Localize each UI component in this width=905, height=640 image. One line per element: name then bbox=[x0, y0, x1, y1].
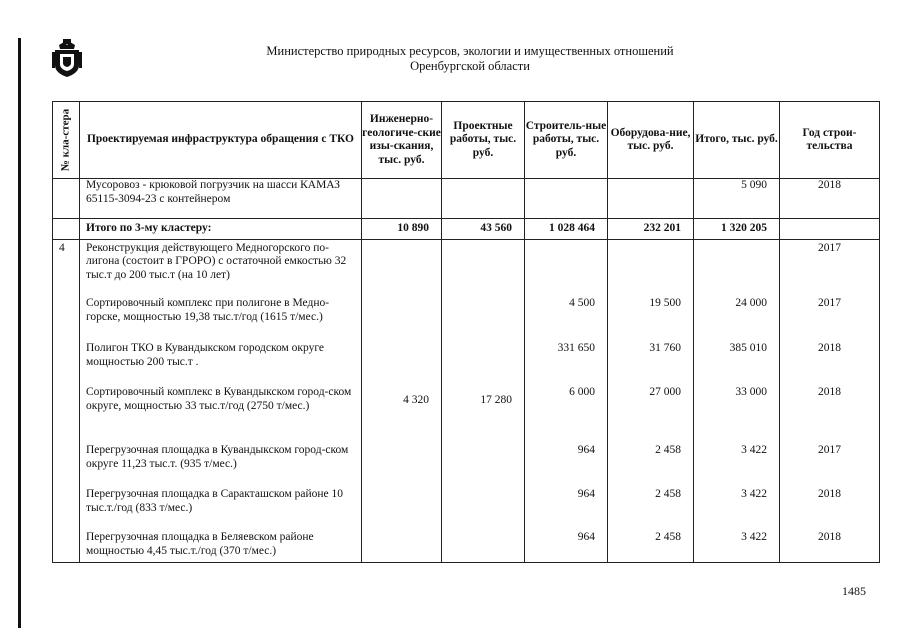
binding-line bbox=[18, 38, 21, 628]
row-construction: 964 bbox=[525, 531, 608, 562]
ministry-name: Министерство природных ресурсов, экологии и имущественных отношений bbox=[266, 44, 674, 58]
row-year: 2018 bbox=[780, 179, 880, 212]
cluster4-engineering: 4 320 bbox=[362, 239, 442, 562]
row-name: Перегрузочная площадка в Кувандыкском город-ском округе 11,23 тыс.т. (935 т/мес.) bbox=[80, 444, 362, 488]
row-total: 5 090 bbox=[694, 179, 780, 212]
cluster-total-label: Итого по 3-му кластеру: bbox=[80, 218, 362, 239]
row-construction: 331 650 bbox=[525, 342, 608, 386]
cluster-total-row bbox=[53, 218, 880, 239]
cluster-number: 4 bbox=[53, 239, 80, 562]
row-total: 33 000 bbox=[694, 386, 780, 444]
column-header-total: Итого, тыс. руб. bbox=[694, 102, 780, 179]
row-name: Сортировочный комплекс в Кувандыкском город-ском округе, мощностью 33 тыс.т/год (2750 т/мес.) bbox=[80, 386, 362, 444]
document-header bbox=[200, 44, 740, 74]
column-header-design: Проектные работы, тыс. руб. bbox=[442, 102, 525, 179]
row-name: Сортировочный комплекс при полигоне в Медно-горске, мощностью 19,38 тыс.т/год (1615 т/мес.) bbox=[80, 297, 362, 342]
total-design: 43 560 bbox=[442, 218, 525, 239]
row-equipment: 2 458 bbox=[608, 444, 694, 488]
row-equipment bbox=[608, 239, 694, 297]
row-equipment: 19 500 bbox=[608, 297, 694, 342]
row-construction: 964 bbox=[525, 444, 608, 488]
row-total bbox=[694, 239, 780, 297]
row-year: 2018 bbox=[780, 488, 880, 531]
table-row bbox=[53, 239, 880, 297]
row-year: 2018 bbox=[780, 531, 880, 562]
row-construction: 4 500 bbox=[525, 297, 608, 342]
column-header-cluster: № кла-стера bbox=[53, 102, 80, 179]
row-name: Мусоровоз - крюковой погрузчик на шасси КАМАЗ 65115-3094-23 с контейнером bbox=[80, 179, 362, 212]
column-header-infrastructure: Проектируемая инфраструктура обращения с ТКО bbox=[80, 102, 362, 179]
coat-of-arms-icon bbox=[52, 38, 82, 78]
row-name: Перегрузочная площадка в Саракташском районе 10 тыс.т./год (833 т/мес.) bbox=[80, 488, 362, 531]
row-equipment: 31 760 bbox=[608, 342, 694, 386]
row-name: Перегрузочная площадка в Беляевском районе мощностью 4,45 тыс.т./год (370 т/мес.) bbox=[80, 531, 362, 562]
row-year: 2018 bbox=[780, 342, 880, 386]
row-year: 2017 bbox=[780, 444, 880, 488]
row-year: 2017 bbox=[780, 297, 880, 342]
row-year: 2018 bbox=[780, 386, 880, 444]
table-header-row bbox=[53, 102, 880, 179]
column-header-construction: Строитель-ные работы, тыс. руб. bbox=[525, 102, 608, 179]
table-row bbox=[53, 179, 880, 212]
row-total: 24 000 bbox=[694, 297, 780, 342]
total-sum: 1 320 205 bbox=[694, 218, 780, 239]
row-construction bbox=[525, 239, 608, 297]
region-name: Оренбургской области bbox=[410, 59, 530, 73]
column-header-year: Год строи-тельства bbox=[780, 102, 880, 179]
column-header-engineering: Инженерно-геологиче-ские изы-скания, тыс. руб. bbox=[362, 102, 442, 179]
page-number: 1485 bbox=[842, 584, 866, 598]
row-equipment: 27 000 bbox=[608, 386, 694, 444]
row-name: Реконструкция действующего Медногорского по-лигона (состоит в ГРОРО) с остаточной емкостью 32 тыс.т до 200 тыс.т (на 10 лет) bbox=[80, 239, 362, 297]
total-equipment: 232 201 bbox=[608, 218, 694, 239]
row-total: 385 010 bbox=[694, 342, 780, 386]
row-total: 3 422 bbox=[694, 531, 780, 562]
row-year: 2017 bbox=[780, 239, 880, 297]
row-construction: 6 000 bbox=[525, 386, 608, 444]
column-header-equipment: Оборудова-ние, тыс. руб. bbox=[608, 102, 694, 179]
row-construction: 964 bbox=[525, 488, 608, 531]
total-construction: 1 028 464 bbox=[525, 218, 608, 239]
infrastructure-table bbox=[52, 101, 880, 563]
row-equipment: 2 458 bbox=[608, 531, 694, 562]
cluster4-design: 17 280 bbox=[442, 239, 525, 562]
row-total: 3 422 bbox=[694, 488, 780, 531]
row-name: Полигон ТКО в Кувандыкском городском округе мощностью 200 тыс.т . bbox=[80, 342, 362, 386]
total-engineering: 10 890 bbox=[362, 218, 442, 239]
row-equipment: 2 458 bbox=[608, 488, 694, 531]
row-total: 3 422 bbox=[694, 444, 780, 488]
